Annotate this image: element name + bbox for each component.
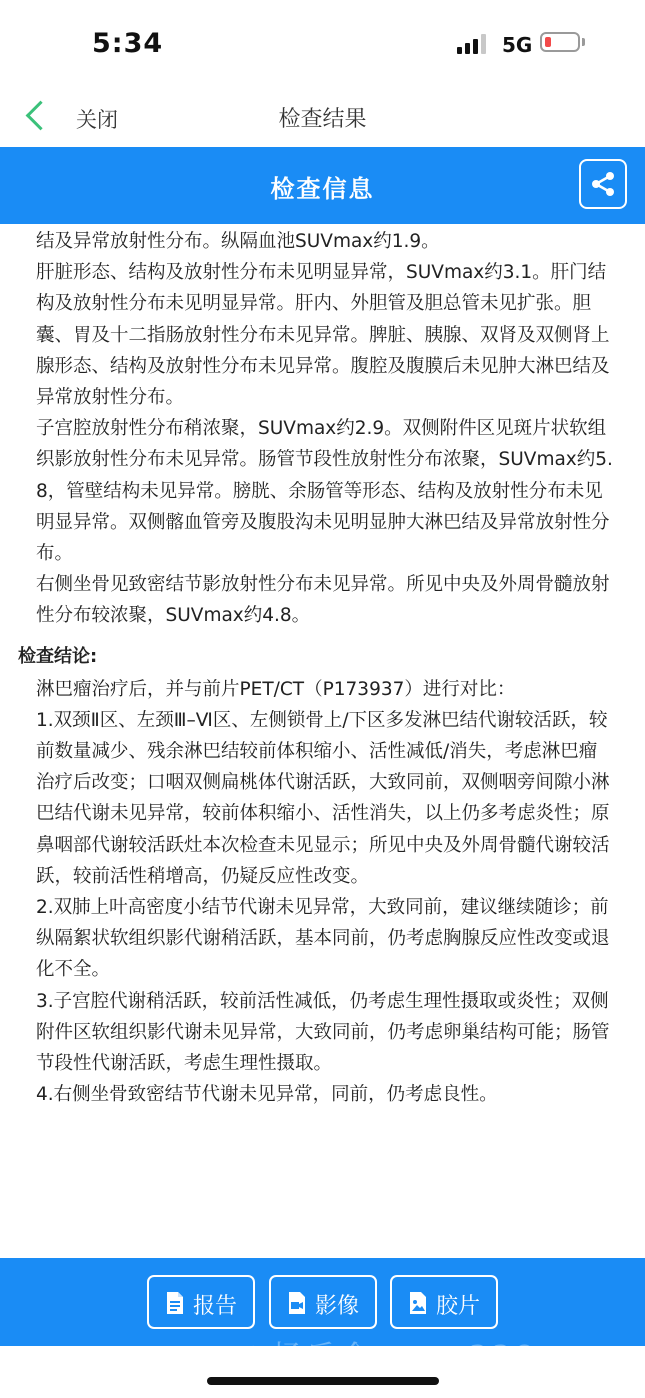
nav-bar [0,90,645,146]
share-button[interactable] [579,159,627,209]
signal-icon [457,34,493,54]
document-icon [165,1291,185,1315]
share-icon [590,171,616,197]
conclusion-paragraph: 淋巴瘤治疗后，并与前片PET/CT（P173937）进行对比： [36,678,516,700]
conclusion-paragraph: 4.右侧坐骨致密结节代谢未见异常，同前，仍考虑良性。 [36,1084,498,1106]
close-label: 关闭 [76,108,118,132]
findings-paragraph: 肝脏形态、结构及放射性分布未见明显异常，SUVmax约3.1。肝门结构及放射性分布未见明显异常。肝内、外胆管及胆总管未见扩张。胆囊、胃及十二指肠放射性分布未见异常。脾脏、胰腺、双肾及双侧肾上腺形态、结构及放射性分布未见异常。腹腔及腹膜后未见肿大淋巴结及异常放射性分布。 [36,262,610,409]
battery-cap [582,38,585,46]
film-label: 胶片 [436,1294,481,1319]
battery-icon [540,32,580,52]
header-title: 检查信息 [270,175,375,203]
section-header [0,147,645,224]
report-label: 报告 [193,1294,238,1319]
home-area [0,1346,645,1398]
image-button[interactable] [269,1275,377,1329]
report-button[interactable] [147,1275,255,1329]
picture-icon [408,1291,428,1315]
conclusion-paragraph: 3.子宫腔代谢稍活跃，较前活性减低，仍考虑生理性摄取或炎性；双侧附件区软组织影代谢未见异常，大致同前，仍考虑卵巢结构可能；肠管节段性代谢活跃，考虑生理性摄取。 [36,990,610,1075]
network-type: 5G [502,33,533,57]
status-bar [0,0,645,90]
image-label: 影像 [315,1294,360,1319]
findings-paragraph: 子宫腔放射性分布稍浓聚，SUVmax约2.9。双侧附件区见斑片状软组织影放射性分布未见异常。肠管节段性放射性分布浓聚，SUVmax约5.8，管壁结构未见异常。膀胱、余肠管等形态、结构及放射性分布未见明显异常。双侧髂血管旁及腹股沟未见明显肿大淋巴结及异常放射性分布。 [36,418,613,565]
conclusion-paragraph: 2.双肺上叶高密度小结节代谢未见异常，大致同前，建议继续随诊；前纵隔絮状软组织影代谢稍活跃，基本同前，仍考虑胸腺反应性改变或退化不全。 [36,897,610,981]
findings-paragraph: 结及异常放射性分布。纵隔血池SUVmax约1.9。 [36,231,440,252]
conclusion-label: 检查结论: [18,645,98,667]
bottom-toolbar [0,1258,645,1346]
page-title: 检查结果 [278,107,367,132]
findings-paragraph: 右侧坐骨见致密结节影放射性分布未见异常。所见中央及外周骨髓放射性分布较浓聚，SUVmax约4.8。 [36,574,610,627]
film-button[interactable] [390,1275,498,1329]
conclusion-section [0,674,645,1111]
report-content[interactable] [0,224,645,1258]
status-time: 5:34 [92,28,164,59]
home-indicator[interactable] [207,1377,439,1385]
findings-section [0,224,645,632]
conclusion-paragraph: 1.双颈Ⅱ区、左颈Ⅲ–Ⅵ区、左侧锁骨上/下区多发淋巴结代谢较活跃，较前数量减少、残余淋巴结较前体积缩小、活性减低/消失，考虑淋巴瘤治疗后改变；口咽双侧扁桃体代谢活跃，大致同前，双侧咽旁间隙小淋巴结代谢未见异常，较前体积缩小、活性消失，以上仍多考虑炎性；原鼻咽部代谢较活跃灶本次检查未见显示；所见中央及外周骨髓代谢较活跃，较前活性稍增高，仍疑反应性改变。 [36,709,610,887]
video-icon [287,1291,307,1315]
